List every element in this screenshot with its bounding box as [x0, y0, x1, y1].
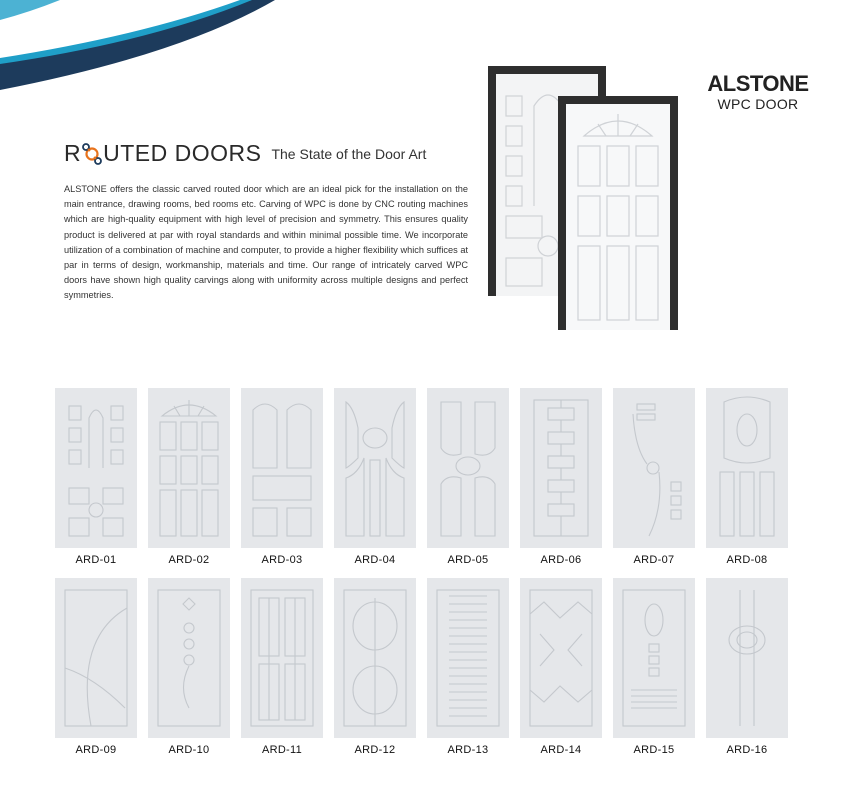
door-design-image: [334, 578, 416, 738]
door-card: [241, 388, 323, 566]
routed-logo-icon: [80, 141, 104, 167]
section-heading: [64, 140, 426, 167]
door-card: [706, 578, 788, 756]
door-code-label: ARD-02: [168, 554, 210, 566]
heading-title: [64, 140, 261, 167]
door-code-label: ARD-08: [726, 554, 768, 566]
brand-logo: [706, 72, 810, 112]
door-design-image: [520, 388, 602, 548]
door-design-image: [148, 388, 230, 548]
door-card: [520, 388, 602, 566]
header-swoosh: [0, 0, 330, 90]
door-design-image: [427, 578, 509, 738]
door-card: [427, 388, 509, 566]
door-card: [148, 388, 230, 566]
door-design-image: [520, 578, 602, 738]
door-card: [241, 578, 323, 756]
door-code-label: ARD-15: [633, 744, 675, 756]
door-code-label: ARD-11: [261, 744, 303, 756]
door-card: [613, 578, 695, 756]
door-card: [334, 388, 416, 566]
door-design-image: [55, 388, 137, 548]
door-design-image: [427, 388, 509, 548]
brand-product: WPC DOOR: [717, 96, 799, 112]
door-code-label: ARD-07: [633, 554, 675, 566]
door-design-image: [706, 578, 788, 738]
door-code-label: ARD-05: [447, 554, 489, 566]
door-design-image: [55, 578, 137, 738]
door-design-image: [334, 388, 416, 548]
door-card: [520, 578, 602, 756]
door-code-label: ARD-13: [447, 744, 489, 756]
door-card: [55, 578, 137, 756]
door-code-label: ARD-09: [75, 744, 117, 756]
door-card: [148, 578, 230, 756]
door-code-label: ARD-04: [354, 554, 396, 566]
door-design-image: [241, 578, 323, 738]
description-paragraph: ALSTONE offers the classic carved routed door which are an ideal pick for the installation on the main entrance, drawing rooms, bed rooms etc. Carving of WPC is done by CNC routing machines which are high-quality equipment with high level of precision and symmetry. This ensures quality product is delivered at par with royal standards and within minimal possible time. We incorporate utilization of a combination of machine and computer, to provide a higher flexibility which suffices at par in terms of design, workmanship, materials and time. Our range of intricately carved WPC doors have shown high quality carvings along with uniformity across multiple designs and perfect symmetries.: [64, 184, 468, 301]
door-card: [334, 578, 416, 756]
hero-doors-image: [486, 66, 686, 330]
door-code-label: ARD-16: [726, 744, 768, 756]
door-design-image: [148, 578, 230, 738]
door-card: [613, 388, 695, 566]
door-design-image: [613, 578, 695, 738]
door-card: [706, 388, 788, 566]
door-card: [427, 578, 509, 756]
heading-title-start: R: [64, 140, 82, 166]
door-design-image: [241, 388, 323, 548]
door-code-label: ARD-06: [540, 554, 582, 566]
door-code-label: ARD-14: [540, 744, 582, 756]
door-code-label: ARD-12: [354, 744, 396, 756]
door-design-image: [613, 388, 695, 548]
door-code-label: ARD-01: [75, 554, 117, 566]
door-design-image: [706, 388, 788, 548]
heading-subtitle: The State of the Door Art: [271, 145, 427, 162]
door-code-label: ARD-10: [168, 744, 210, 756]
brand-name: ALSTONE: [707, 71, 809, 96]
door-card: [55, 388, 137, 566]
heading-title-end: UTED DOORS: [103, 140, 262, 166]
door-code-label: ARD-03: [261, 554, 303, 566]
